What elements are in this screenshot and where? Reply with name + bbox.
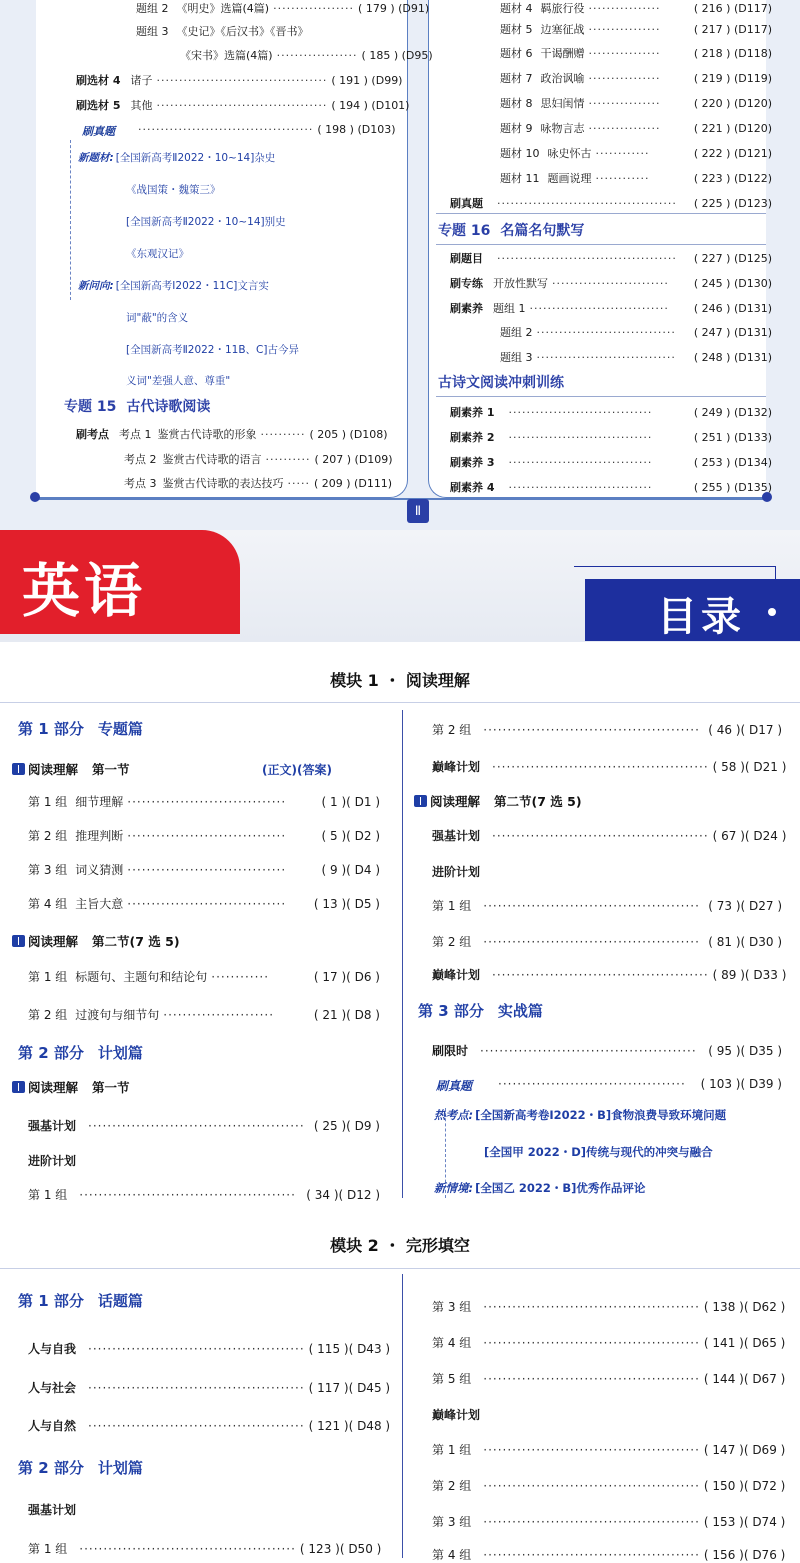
toc-row[interactable] [432, 1042, 782, 1059]
toc-row[interactable] [450, 300, 772, 316]
leader-dots: ············································· [483, 1336, 700, 1350]
row-title: 其他 [130, 99, 153, 112]
part-heading: 第 2 部分 计划篇 [18, 1044, 143, 1062]
row-title: 羁旅行役 [540, 2, 585, 15]
toc-row[interactable] [500, 95, 772, 111]
row-label: 第 1 组 [28, 795, 68, 809]
row-page: ( 220 ) (D120) [693, 97, 772, 110]
leader-dots: ················ [588, 97, 661, 110]
row-title: 标题句、主题句和结论句 [75, 970, 208, 984]
annotation: 《战国策・魏策三》 [126, 184, 221, 196]
leader-dots: ················ [588, 47, 661, 60]
leader-dots: ············································· [483, 1300, 700, 1314]
row-title: 《明史》选篇(4篇) [176, 2, 270, 15]
leader-dots: ············································· [483, 935, 700, 949]
row-label: 刷题目 [450, 252, 483, 265]
row-page: ( 246 ) (D131) [693, 302, 772, 315]
leader-dots: ································· [127, 795, 287, 809]
leader-dots: ············································· [88, 1381, 305, 1395]
row-title: 诸子 [130, 74, 153, 87]
row-group: 题材 8 [500, 97, 533, 110]
row-label: 第 1 组 [28, 970, 68, 984]
toc-row[interactable] [28, 1417, 391, 1434]
row-page: ( 249 ) (D132) [693, 406, 772, 419]
toc-row[interactable] [500, 349, 772, 365]
leader-dots: ············ [211, 970, 270, 984]
toc-row[interactable] [432, 1513, 786, 1530]
row-page: ( 156 )( D76 ) [703, 1548, 786, 1562]
column-divider [402, 1274, 403, 1558]
row-title: 题画说理 [547, 172, 592, 185]
english-catalog-section [0, 530, 800, 1562]
row-page: ( 89 )( D33 ) [712, 968, 787, 982]
toc-row[interactable] [28, 827, 380, 844]
leader-dots: ································· [127, 829, 287, 843]
leader-dots: ·················· [273, 2, 355, 15]
row-page: ( 144 )( D67 ) [703, 1372, 786, 1386]
row-label: 刷素养 2 [450, 431, 495, 444]
row-label: 刷素养 [450, 302, 483, 315]
row-page: ( 227 ) (D125) [693, 252, 772, 265]
row-label: 第 3 组 [432, 1300, 472, 1314]
annotation: 新问向: [全国新高考Ⅰ2022・11C]文言实 [78, 280, 269, 292]
row-title: 开放性默写 [493, 277, 548, 290]
row-group: 题材 11 [500, 172, 540, 185]
toc-row[interactable] [432, 1370, 786, 1387]
panel-bottom-line [36, 498, 766, 500]
row-label: 第 1 组 [432, 899, 472, 913]
toc-row[interactable] [136, 0, 430, 16]
leader-dots: ············································· [492, 829, 709, 843]
annotation: [全国甲 2022・D]传统与现代的冲突与融合 [484, 1145, 713, 1159]
toc-row[interactable] [28, 1006, 380, 1023]
toc-row[interactable] [500, 45, 772, 61]
toc-row[interactable] [450, 404, 772, 420]
title-dot [768, 608, 776, 616]
toc-row[interactable] [500, 145, 772, 161]
row-page: ( 141 )( D65 ) [703, 1336, 786, 1350]
row-page: ( 205 ) (D108) [309, 428, 388, 441]
row-title: 《史记》《后汉书》《晋书》 [176, 25, 309, 38]
row-label: 第 4 组 [432, 1548, 472, 1562]
leader-dots: ············································· [79, 1188, 296, 1202]
divider [436, 244, 766, 245]
row-page: ( 150 )( D72 ) [703, 1479, 786, 1493]
leader-dots: ·················· [276, 49, 358, 62]
toc-row[interactable] [28, 1379, 391, 1396]
toc-row[interactable] [500, 21, 772, 37]
section-heading: 阅读理解 第一节 (正文)(答案) [12, 760, 392, 778]
book-icon [414, 795, 427, 807]
row-label: 刷真题 [450, 197, 483, 210]
leader-dots: ············································· [88, 1419, 305, 1433]
row-group: 题组 3 [136, 25, 169, 38]
row-label: 刷专练 [450, 277, 483, 290]
part-heading: 第 1 部分 专题篇 [18, 720, 143, 738]
annotation: 义词"差强人意、尊重" [126, 375, 231, 387]
row-page: ( 255 ) (D135) [693, 481, 772, 494]
row-title: 主旨大意 [75, 897, 124, 911]
divider [0, 1268, 800, 1269]
row-page: ( 223 ) (D122) [693, 172, 772, 185]
row-page: ( 67 )( D24 ) [712, 829, 787, 843]
row-title: 细节理解 [75, 795, 124, 809]
leader-dots: ·········· [265, 453, 311, 466]
row-label: 第 4 组 [432, 1336, 472, 1350]
row-page: ( 207 ) (D109) [314, 453, 393, 466]
leader-dots: ········································ [497, 197, 677, 210]
row-title: 边塞征战 [540, 23, 585, 36]
row-page: ( 245 ) (D130) [693, 277, 772, 290]
row-title: 鉴赏古代诗歌的形象 [157, 428, 257, 441]
leader-dots: ································· [127, 897, 287, 911]
leader-dots: ································ [508, 481, 653, 494]
toc-row[interactable] [494, 1077, 782, 1091]
toc-row[interactable] [432, 827, 787, 844]
row-group: 题材 10 [500, 147, 540, 160]
toc-row[interactable] [450, 479, 772, 495]
row-label: 人与自我 [28, 1342, 77, 1356]
row-page: ( 153 )( D74 ) [703, 1515, 786, 1529]
leader-dots: ············································· [79, 1542, 296, 1556]
annotation: 热考点: [全国新高考卷Ⅰ2022・B]食物浪费导致环境问题 [434, 1108, 727, 1122]
leader-dots: ············································· [492, 760, 709, 774]
annotation: 新题材: [全国新高考Ⅱ2022・10~14]杂史 [78, 152, 276, 164]
leader-dots: ············································· [492, 968, 709, 982]
row-page: ( 191 ) (D99) [331, 74, 403, 87]
annotation-rule [70, 140, 71, 300]
row-label: 巅峰计划 [432, 968, 481, 982]
plan-label: 进阶计划 [28, 1154, 77, 1168]
row-page: ( 247 ) (D131) [693, 326, 772, 339]
toc-row[interactable] [28, 793, 380, 810]
toc-row[interactable] [28, 1186, 380, 1203]
leader-dots: ································· [127, 863, 287, 877]
toc-row[interactable] [450, 275, 772, 291]
row-label: 强基计划 [28, 1119, 77, 1133]
book-icon [12, 935, 25, 947]
row-page: ( 25 )( D9 ) [313, 1119, 380, 1133]
annotation: 《东观汉记》 [126, 248, 189, 260]
shuati-label: 刷真题 [436, 1079, 473, 1093]
leader-dots: ················ [588, 72, 661, 85]
leader-dots: ····· [287, 477, 310, 490]
annotation: [全国新高考Ⅱ2022・10~14]别史 [126, 216, 286, 228]
row-page: ( 5 )( D2 ) [321, 829, 380, 843]
row-title: 词义猜测 [75, 863, 124, 877]
row-page: ( 138 )( D62 ) [703, 1300, 786, 1314]
toc-row[interactable] [450, 429, 772, 445]
annotation: [全国新高考Ⅱ2022・11B、C]古今异 [126, 344, 299, 356]
leader-dots: ············································· [483, 1372, 700, 1386]
leader-dots: ············································· [88, 1342, 305, 1356]
toc-row[interactable] [28, 895, 380, 912]
row-title: 题组 3 [500, 351, 533, 364]
row-page: ( 248 ) (D131) [693, 351, 772, 364]
divider [436, 396, 766, 397]
topic-heading: 专题 16 名篇名句默写 [438, 223, 585, 239]
row-page: ( 13 )( D5 ) [313, 897, 380, 911]
toc-row[interactable] [450, 195, 772, 211]
toc-row[interactable] [432, 966, 787, 983]
part-heading: 第 1 部分 话题篇 [18, 1292, 143, 1310]
leader-dots: ······································· [498, 1077, 686, 1091]
leader-dots: ················ [588, 23, 661, 36]
divider [436, 213, 766, 214]
toc-row[interactable] [432, 933, 782, 950]
topic-heading: 专题 15 古代诗歌阅读 [64, 399, 211, 415]
leader-dots: ············································· [483, 1548, 700, 1562]
row-title: 思妇闺情 [540, 97, 585, 110]
module-heading: 模块 2 ・ 完形填空 [330, 1236, 470, 1255]
toc-row[interactable] [124, 475, 393, 491]
book-icon [12, 1081, 25, 1093]
row-page: ( 221 ) (D120) [693, 122, 772, 135]
leader-dots: ········································ [497, 252, 677, 265]
leader-dots: ············································· [480, 1044, 697, 1058]
plan-label: 巅峰计划 [432, 1408, 481, 1422]
row-page: ( 1 )( D1 ) [321, 795, 380, 809]
toc-row[interactable] [28, 861, 380, 878]
module-heading: 模块 1 ・ 阅读理解 [330, 671, 470, 690]
leader-dots: ················ [588, 2, 661, 15]
leader-dots: ·········· [260, 428, 306, 441]
row-group: 考点 3 [124, 477, 157, 490]
toc-row[interactable] [124, 451, 393, 467]
row-page: ( 179 ) (D91) [358, 2, 430, 15]
row-page: ( 185 ) (D95) [361, 49, 433, 62]
toc-row[interactable] [28, 1540, 380, 1557]
row-page: ( 95 )( D35 ) [708, 1044, 782, 1058]
row-label: 人与自然 [28, 1419, 77, 1433]
leader-dots: ······························· [529, 302, 669, 315]
row-group: 题组 2 [136, 2, 169, 15]
row-label: 第 4 组 [28, 897, 68, 911]
chinese-catalog-section [0, 0, 800, 530]
row-page: ( 34 )( D12 ) [306, 1188, 380, 1202]
part-heading: 第 2 部分 计划篇 [18, 1459, 143, 1477]
row-label: 第 1 组 [28, 1542, 68, 1556]
toc-row[interactable] [450, 454, 772, 470]
row-label: 第 1 组 [432, 1443, 472, 1457]
page-number: Ⅱ [407, 499, 429, 523]
row-label: 第 1 组 [28, 1188, 68, 1202]
toc-row[interactable] [500, 70, 772, 86]
leader-dots: ················ [588, 122, 661, 135]
row-page: ( 194 ) (D101) [331, 99, 410, 112]
row-label: 第 2 组 [28, 1008, 68, 1022]
toc-row[interactable] [432, 758, 787, 775]
toc-row[interactable] [28, 968, 380, 985]
row-label: 第 2 组 [432, 723, 472, 737]
row-label: 刷考点 [76, 428, 109, 441]
row-label: 刷素养 1 [450, 406, 495, 419]
contents-title-box: 目录 [585, 579, 800, 641]
column-divider [402, 710, 403, 1198]
row-page: ( 251 ) (D133) [693, 431, 772, 444]
row-label: 第 3 组 [432, 1515, 472, 1529]
row-page: ( 198 ) (D103) [317, 123, 396, 136]
plan-label: 进阶计划 [432, 865, 481, 879]
row-label: 强基计划 [432, 829, 481, 843]
part-heading: 第 3 部分 实战篇 [418, 1002, 543, 1020]
leader-dots: ······································ [156, 74, 328, 87]
leader-dots: ············································· [483, 1479, 700, 1493]
toc-row[interactable] [500, 120, 772, 136]
toc-row[interactable] [432, 1477, 786, 1494]
row-title: 政治讽喻 [540, 72, 585, 85]
row-title: 推理判断 [75, 829, 124, 843]
leader-dots: ············································· [88, 1119, 305, 1133]
row-page: ( 17 )( D6 ) [313, 970, 380, 984]
row-page: ( 216 ) (D117) [693, 2, 772, 15]
row-label: 巅峰计划 [432, 760, 481, 774]
subject-badge: 英语 [0, 530, 240, 634]
row-page: ( 73 )( D27 ) [708, 899, 782, 913]
toc-row[interactable] [432, 1546, 786, 1563]
row-page: ( 115 )( D43 ) [308, 1342, 391, 1356]
row-page: ( 58 )( D21 ) [712, 760, 787, 774]
leader-dots: ············································· [483, 1443, 700, 1457]
row-label: 第 2 组 [28, 829, 68, 843]
row-label: 刷选材 4 [76, 74, 121, 87]
row-label: 刷选材 5 [76, 99, 121, 112]
leader-dots: ············ [595, 147, 650, 160]
toc-row[interactable] [432, 1441, 786, 1458]
row-page: ( 21 )( D8 ) [313, 1008, 380, 1022]
toc-row[interactable] [500, 324, 772, 340]
toc-row[interactable] [450, 250, 772, 266]
toc-row[interactable] [28, 1340, 391, 1357]
leader-dots: ································ [508, 431, 653, 444]
row-page: ( 46 )( D17 ) [708, 723, 782, 737]
section-banner: 古诗文阅读冲刺训练 [438, 375, 564, 391]
row-label: 第 5 组 [432, 1372, 472, 1386]
leader-dots: ······································· [138, 123, 314, 136]
row-page: ( 253 ) (D134) [693, 456, 772, 469]
row-group: 考点 1 [119, 428, 152, 441]
row-page: ( 225 ) (D123) [693, 197, 772, 210]
leader-dots: ············································· [483, 1515, 700, 1529]
row-label: 刷素养 3 [450, 456, 495, 469]
row-group: 考点 2 [124, 453, 157, 466]
row-label: 第 3 组 [28, 863, 68, 877]
leader-dots: ············ [595, 172, 650, 185]
row-title: 题组 2 [500, 326, 533, 339]
leader-dots: ······················· [163, 1008, 275, 1022]
row-page: ( 222 ) (D121) [693, 147, 772, 160]
toc-row[interactable] [432, 721, 782, 738]
leader-dots: ································ [508, 406, 653, 419]
row-page: ( 147 )( D69 ) [703, 1443, 786, 1457]
toc-row[interactable] [500, 170, 772, 186]
divider [0, 702, 800, 703]
row-label: 人与社会 [28, 1381, 77, 1395]
row-title: 过渡句与细节句 [75, 1008, 160, 1022]
toc-row[interactable] [28, 1117, 380, 1134]
row-group: 题材 7 [500, 72, 533, 85]
row-title: 咏史怀古 [547, 147, 592, 160]
toc-row[interactable] [500, 0, 772, 16]
row-title: 咏物言志 [540, 122, 585, 135]
row-title: 鉴赏古代诗歌的表达技巧 [162, 477, 284, 490]
row-label: 刷限时 [432, 1044, 469, 1058]
section-heading: 阅读理解 第二节(7 选 5) [414, 792, 582, 810]
row-page: ( 103 )( D39 ) [700, 1077, 782, 1091]
toc-row[interactable] [432, 897, 782, 914]
toc-row[interactable] [76, 97, 410, 113]
column-legend: (正文)(答案) [262, 762, 332, 777]
row-page: ( 217 ) (D117) [693, 23, 772, 36]
section-heading: 阅读理解 第一节 [12, 1078, 130, 1096]
row-page: ( 121 )( D48 ) [308, 1419, 391, 1433]
row-page: ( 9 )( D4 ) [321, 863, 380, 877]
leader-dots: ······························· [536, 326, 676, 339]
toc-row[interactable] [180, 47, 433, 63]
row-group: 题材 9 [500, 122, 533, 135]
row-label: 第 2 组 [432, 1479, 472, 1493]
row-page: ( 117 )( D45 ) [308, 1381, 391, 1395]
annotation: 新情境: [全国乙 2022・B]优秀作品评论 [434, 1181, 646, 1195]
row-page: ( 123 )( D50 ) [299, 1542, 382, 1556]
section-heading: 阅读理解 第二节(7 选 5) [12, 932, 180, 950]
leader-dots: ·························· [552, 277, 669, 290]
toc-row[interactable] [76, 426, 388, 442]
row-page: ( 218 ) (D118) [693, 47, 772, 60]
row-title: 题组 1 [493, 302, 526, 315]
row-page: ( 219 ) (D119) [693, 72, 772, 85]
leader-dots: ······························· [536, 351, 676, 364]
plan-label: 强基计划 [28, 1503, 77, 1517]
toc-row[interactable] [136, 23, 309, 39]
row-page: ( 81 )( D30 ) [708, 935, 782, 949]
leader-dots: ································ [508, 456, 653, 469]
row-label: 刷素养 4 [450, 481, 495, 494]
row-group: 题材 6 [500, 47, 533, 60]
toc-row[interactable] [432, 1334, 786, 1351]
leader-dots: ············································· [483, 899, 700, 913]
annotation: 词"蔽"的含义 [126, 312, 189, 324]
row-title: 鉴赏古代诗歌的语言 [162, 453, 262, 466]
book-icon [12, 763, 25, 775]
shuati-label: 刷真题 [82, 125, 115, 138]
row-title: 干谒酬赠 [540, 47, 585, 60]
toc-row[interactable] [134, 123, 396, 136]
leader-dots: ······································ [156, 99, 328, 112]
row-title: 《宋书》选篇(4篇) [180, 49, 273, 62]
leader-dots: ············································· [483, 723, 700, 737]
toc-row[interactable] [432, 1298, 786, 1315]
toc-row[interactable] [76, 72, 403, 88]
corner-dot [30, 492, 40, 502]
row-page: ( 209 ) (D111) [313, 477, 393, 490]
row-label: 第 2 组 [432, 935, 472, 949]
row-group: 题材 4 [500, 2, 533, 15]
row-group: 题材 5 [500, 23, 533, 36]
